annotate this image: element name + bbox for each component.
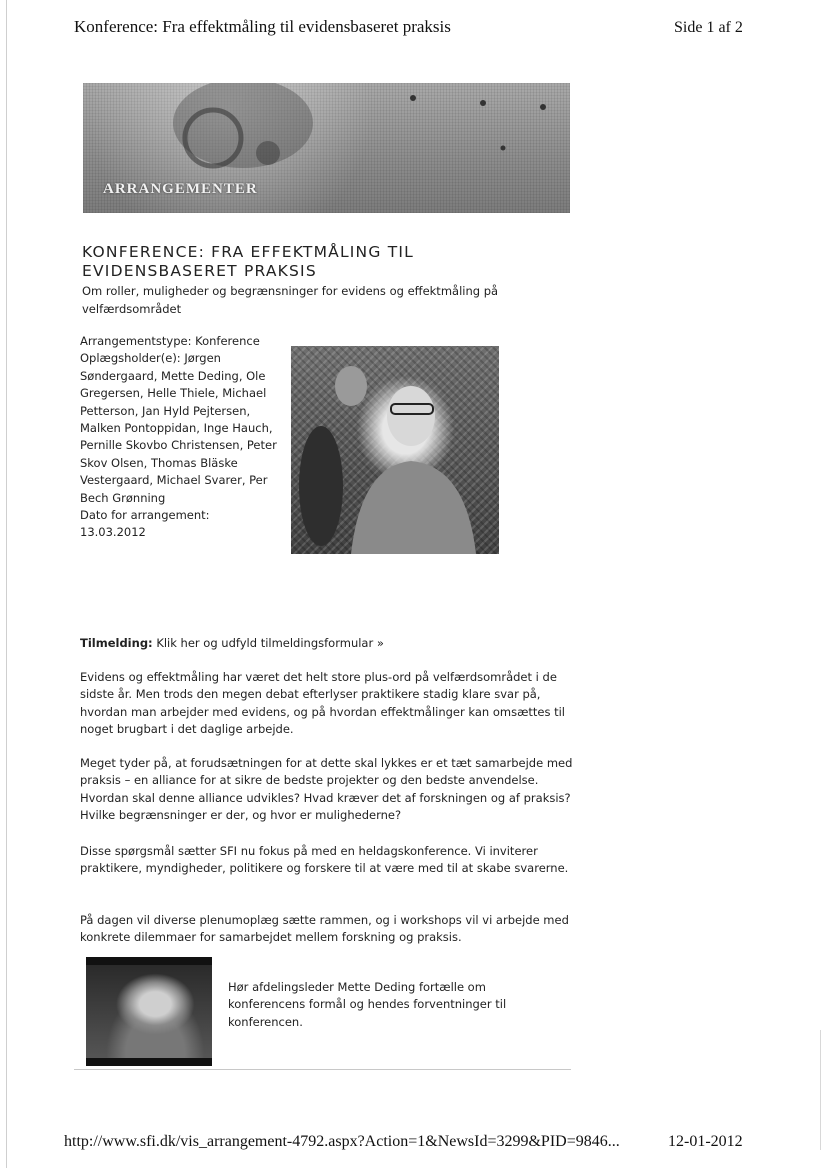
signup-link[interactable]: Klik her og udfyld tilmeldingsformular » xyxy=(156,636,384,650)
scan-edge-line xyxy=(6,0,7,1168)
body-paragraph-3: Disse spørgsmål sætter SFI nu fokus på med en heldagskonference. Vi inviterer praktikere, myndigheder, politikere og forskere til at være med til at skabe svarerne. xyxy=(80,844,569,876)
event-speakers: Oplægsholder(e): Jørgen Søndergaard, Mette Deding, Ole Gregersen, Helle Thiele, Michael Petterson, Jan Hyld Pejtersen, Malken Pontoppidan, Inge Hauch, Pernille Skovbo Christensen, Peter Skov Olsen, Thomas Bläske Vestergaard, Michael Svarer, Per Bech Grønning xyxy=(80,351,277,505)
body-paragraph-1: Evidens og effektmåling har været det helt store plus-ord på velfærdsområdet i de sidste år. Men trods den megen debat efterlyser praktikere stadig klare svar på, hvordan man arbejder med evidens, og på hvordan effektmålinger kan omsættes til noget brugbart i det daglige arbejde. xyxy=(80,670,565,737)
event-date-value: 13.03.2012 xyxy=(80,525,146,540)
photo-figure xyxy=(291,346,499,554)
scan-edge-line-right xyxy=(820,1030,821,1150)
content-divider xyxy=(74,1069,571,1070)
body-paragraph-2: Meget tyder på, at forudsætningen for at dette skal lykkes er et tæt samarbejde med praksis – en alliance for at sikre de bedste projekter og den bedste anvendelse. Hvordan skal denne alliance udvikles? Hvad kræver det af forskningen og af praksis? Hvilke begrænsninger er der, og hvor er mulighederne? xyxy=(80,756,573,823)
header-banner-image xyxy=(83,83,570,213)
print-footer-date: 12-01-2012 xyxy=(668,1133,743,1150)
page-subtitle: Om roller, muligheder og begrænsninger for evidens og effektmåling på velfærdsområdet xyxy=(82,284,499,316)
video-caption: Hør afdelingsleder Mette Deding fortælle om konferencens formål og hendes forventninger til konferencen. xyxy=(228,980,507,1029)
page-title: KONFERENCE: FRA EFFEKTMÅLING TIL EVIDENSBASERET PRAKSIS xyxy=(82,243,414,280)
video-thumbnail[interactable] xyxy=(86,957,212,1066)
banner-label: ARRANGEMENTER xyxy=(103,181,258,197)
signup-row xyxy=(80,636,384,650)
print-page-number: Side 1 af 2 xyxy=(674,19,743,36)
event-meta xyxy=(80,333,280,542)
conference-photo xyxy=(291,346,499,554)
event-date-label: Dato for arrangement: xyxy=(80,508,210,523)
print-header-title: Konference: Fra effektmåling til evidensbaseret praksis xyxy=(74,17,451,36)
body-paragraph-4: På dagen vil diverse plenumoplæg sætte rammen, og i workshops vil vi arbejde med konkrete dilemmaer for samarbejdet mellem forskning og praksis. xyxy=(80,913,569,945)
signup-label: Tilmelding: xyxy=(80,636,153,650)
event-type: Arrangementstype: Konference xyxy=(80,334,260,348)
print-footer-url: http://www.sfi.dk/vis_arrangement-4792.aspx?Action=1&NewsId=3299&PID=9846... xyxy=(64,1133,620,1150)
